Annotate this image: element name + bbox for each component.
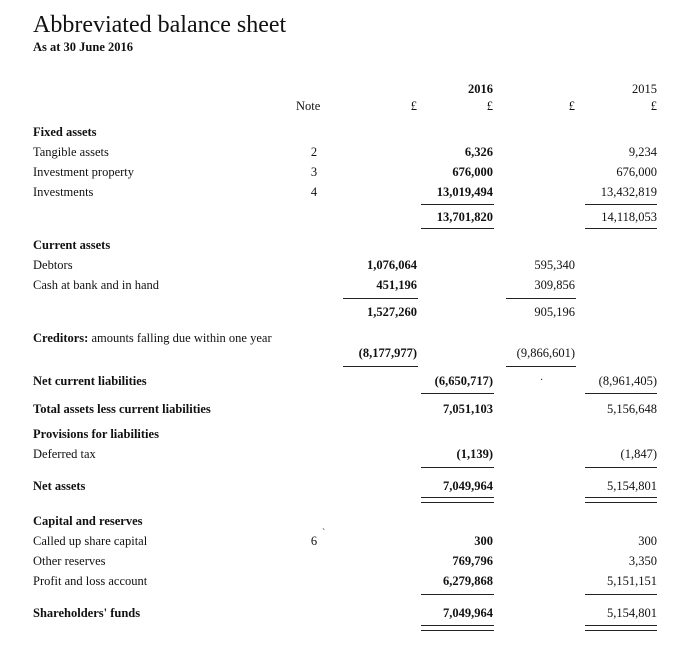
value-2015: 5,154,801 [607, 479, 657, 493]
row-profit-and-loss [0, 574, 700, 590]
value-2015: 13,432,819 [600, 185, 657, 199]
row-investment-property [0, 165, 700, 181]
row-label: Provisions for liabilities [33, 427, 159, 441]
row-note: 3 [310, 165, 318, 179]
row-label: Tangible assets [33, 145, 109, 159]
row-label: Other reserves [33, 554, 106, 568]
row-shareholders-funds [0, 606, 700, 622]
row-note: 4 [310, 185, 318, 199]
section-capital-reserves [0, 514, 700, 530]
double-rule [421, 625, 494, 631]
double-rule [585, 497, 657, 503]
row-label: Net assets [33, 479, 86, 493]
value-2016-sub: (8,177,977) [358, 346, 417, 360]
section-current-assets [0, 238, 700, 254]
row-label: Investments [33, 185, 94, 199]
rule [585, 228, 657, 229]
value-2016: (1,139) [456, 447, 493, 461]
value-2016: 6,279,868 [443, 574, 493, 588]
page-subtitle: As at 30 June 2016 [33, 40, 134, 54]
rule [343, 366, 418, 367]
value-2016-sub: 451,196 [376, 278, 417, 292]
value-2016: 13,019,494 [436, 185, 493, 199]
value-2015: 9,234 [628, 145, 657, 159]
value-2015: 14,118,053 [601, 210, 657, 224]
year-header-2015: 2015 [632, 82, 657, 96]
rule [585, 393, 657, 394]
row-label: Total assets less current liabilities [33, 402, 211, 416]
row-tangible-assets [0, 145, 700, 161]
row-label: Debtors [33, 258, 73, 272]
row-label: Creditors: amounts falling due within one year [33, 331, 272, 345]
value-2016: (6,650,717) [434, 374, 493, 388]
row-label: Called up share capital [33, 534, 148, 548]
stray-mark: · [540, 375, 544, 386]
value-2015: (8,961,405) [598, 374, 657, 388]
value-2015: 5,156,648 [607, 402, 657, 416]
row-note: 2 [310, 145, 318, 159]
stray-mark: ` [322, 528, 326, 539]
rule [585, 594, 657, 595]
value-2016-sub: 1,076,064 [367, 258, 417, 272]
row-cash [0, 278, 700, 294]
rule [421, 467, 494, 468]
row-other-reserves [0, 554, 700, 570]
row-label: Fixed assets [33, 125, 97, 139]
double-rule [585, 625, 657, 631]
value-2015: 300 [638, 534, 657, 548]
page-title: Abbreviated balance sheet [33, 12, 287, 38]
year-header-2016: 2016 [468, 82, 493, 96]
value-2016: 13,701,820 [436, 210, 493, 224]
currency-header-2015-a: £ [568, 99, 575, 113]
rule [421, 594, 494, 595]
row-net-current-liabilities [0, 374, 700, 390]
rule [506, 366, 576, 367]
value-2015-sub: (9,866,601) [516, 346, 575, 360]
section-provisions [0, 427, 700, 443]
rule [343, 298, 418, 299]
value-2015-sub: 595,340 [534, 258, 575, 272]
row-debtors [0, 258, 700, 274]
rule [421, 393, 494, 394]
value-2016: 769,796 [452, 554, 493, 568]
rule [585, 204, 657, 205]
row-label: Current assets [33, 238, 111, 252]
row-label: Net current liabilities [33, 374, 147, 388]
rule [421, 204, 494, 205]
value-2016: 7,049,964 [443, 479, 493, 493]
row-label: Profit and loss account [33, 574, 148, 588]
currency-header-2015-b: £ [650, 99, 657, 113]
note-header: Note [296, 99, 321, 113]
row-investments [0, 185, 700, 201]
row-net-assets [0, 479, 700, 495]
row-fixed-total [0, 210, 700, 226]
value-2015: 5,151,151 [607, 574, 657, 588]
row-label: Deferred tax [33, 447, 96, 461]
currency-header-2016-b: £ [486, 99, 493, 113]
rule [506, 298, 576, 299]
row-creditors [0, 330, 700, 364]
value-2016: 300 [474, 534, 493, 548]
row-note: 6 [310, 534, 318, 548]
row-total-assets-less-current-liabilities [0, 402, 700, 418]
value-2016: 6,326 [464, 145, 493, 159]
value-2016: 676,000 [452, 165, 493, 179]
value-2016: 7,049,964 [443, 606, 493, 620]
value-2015: 676,000 [616, 165, 657, 179]
rule [585, 467, 657, 468]
value-2016: 7,051,103 [443, 402, 493, 416]
section-fixed-assets [0, 125, 700, 141]
value-2016-sub: 1,527,260 [367, 305, 417, 319]
value-2015-sub: 905,196 [534, 305, 575, 319]
value-2015: 3,350 [628, 554, 657, 568]
row-label: Cash at bank and in hand [33, 278, 160, 292]
rule [421, 228, 494, 229]
double-rule [421, 497, 494, 503]
row-label: Shareholders' funds [33, 606, 141, 620]
row-deferred-tax [0, 447, 700, 463]
row-label: Investment property [33, 165, 135, 179]
row-current-total [0, 305, 700, 321]
value-2015: 5,154,801 [607, 606, 657, 620]
row-label: Capital and reserves [33, 514, 143, 528]
currency-header-2016-a: £ [410, 99, 417, 113]
value-2015: (1,847) [620, 447, 657, 461]
row-called-up-share-capital [0, 534, 700, 550]
value-2015-sub: 309,856 [534, 278, 575, 292]
